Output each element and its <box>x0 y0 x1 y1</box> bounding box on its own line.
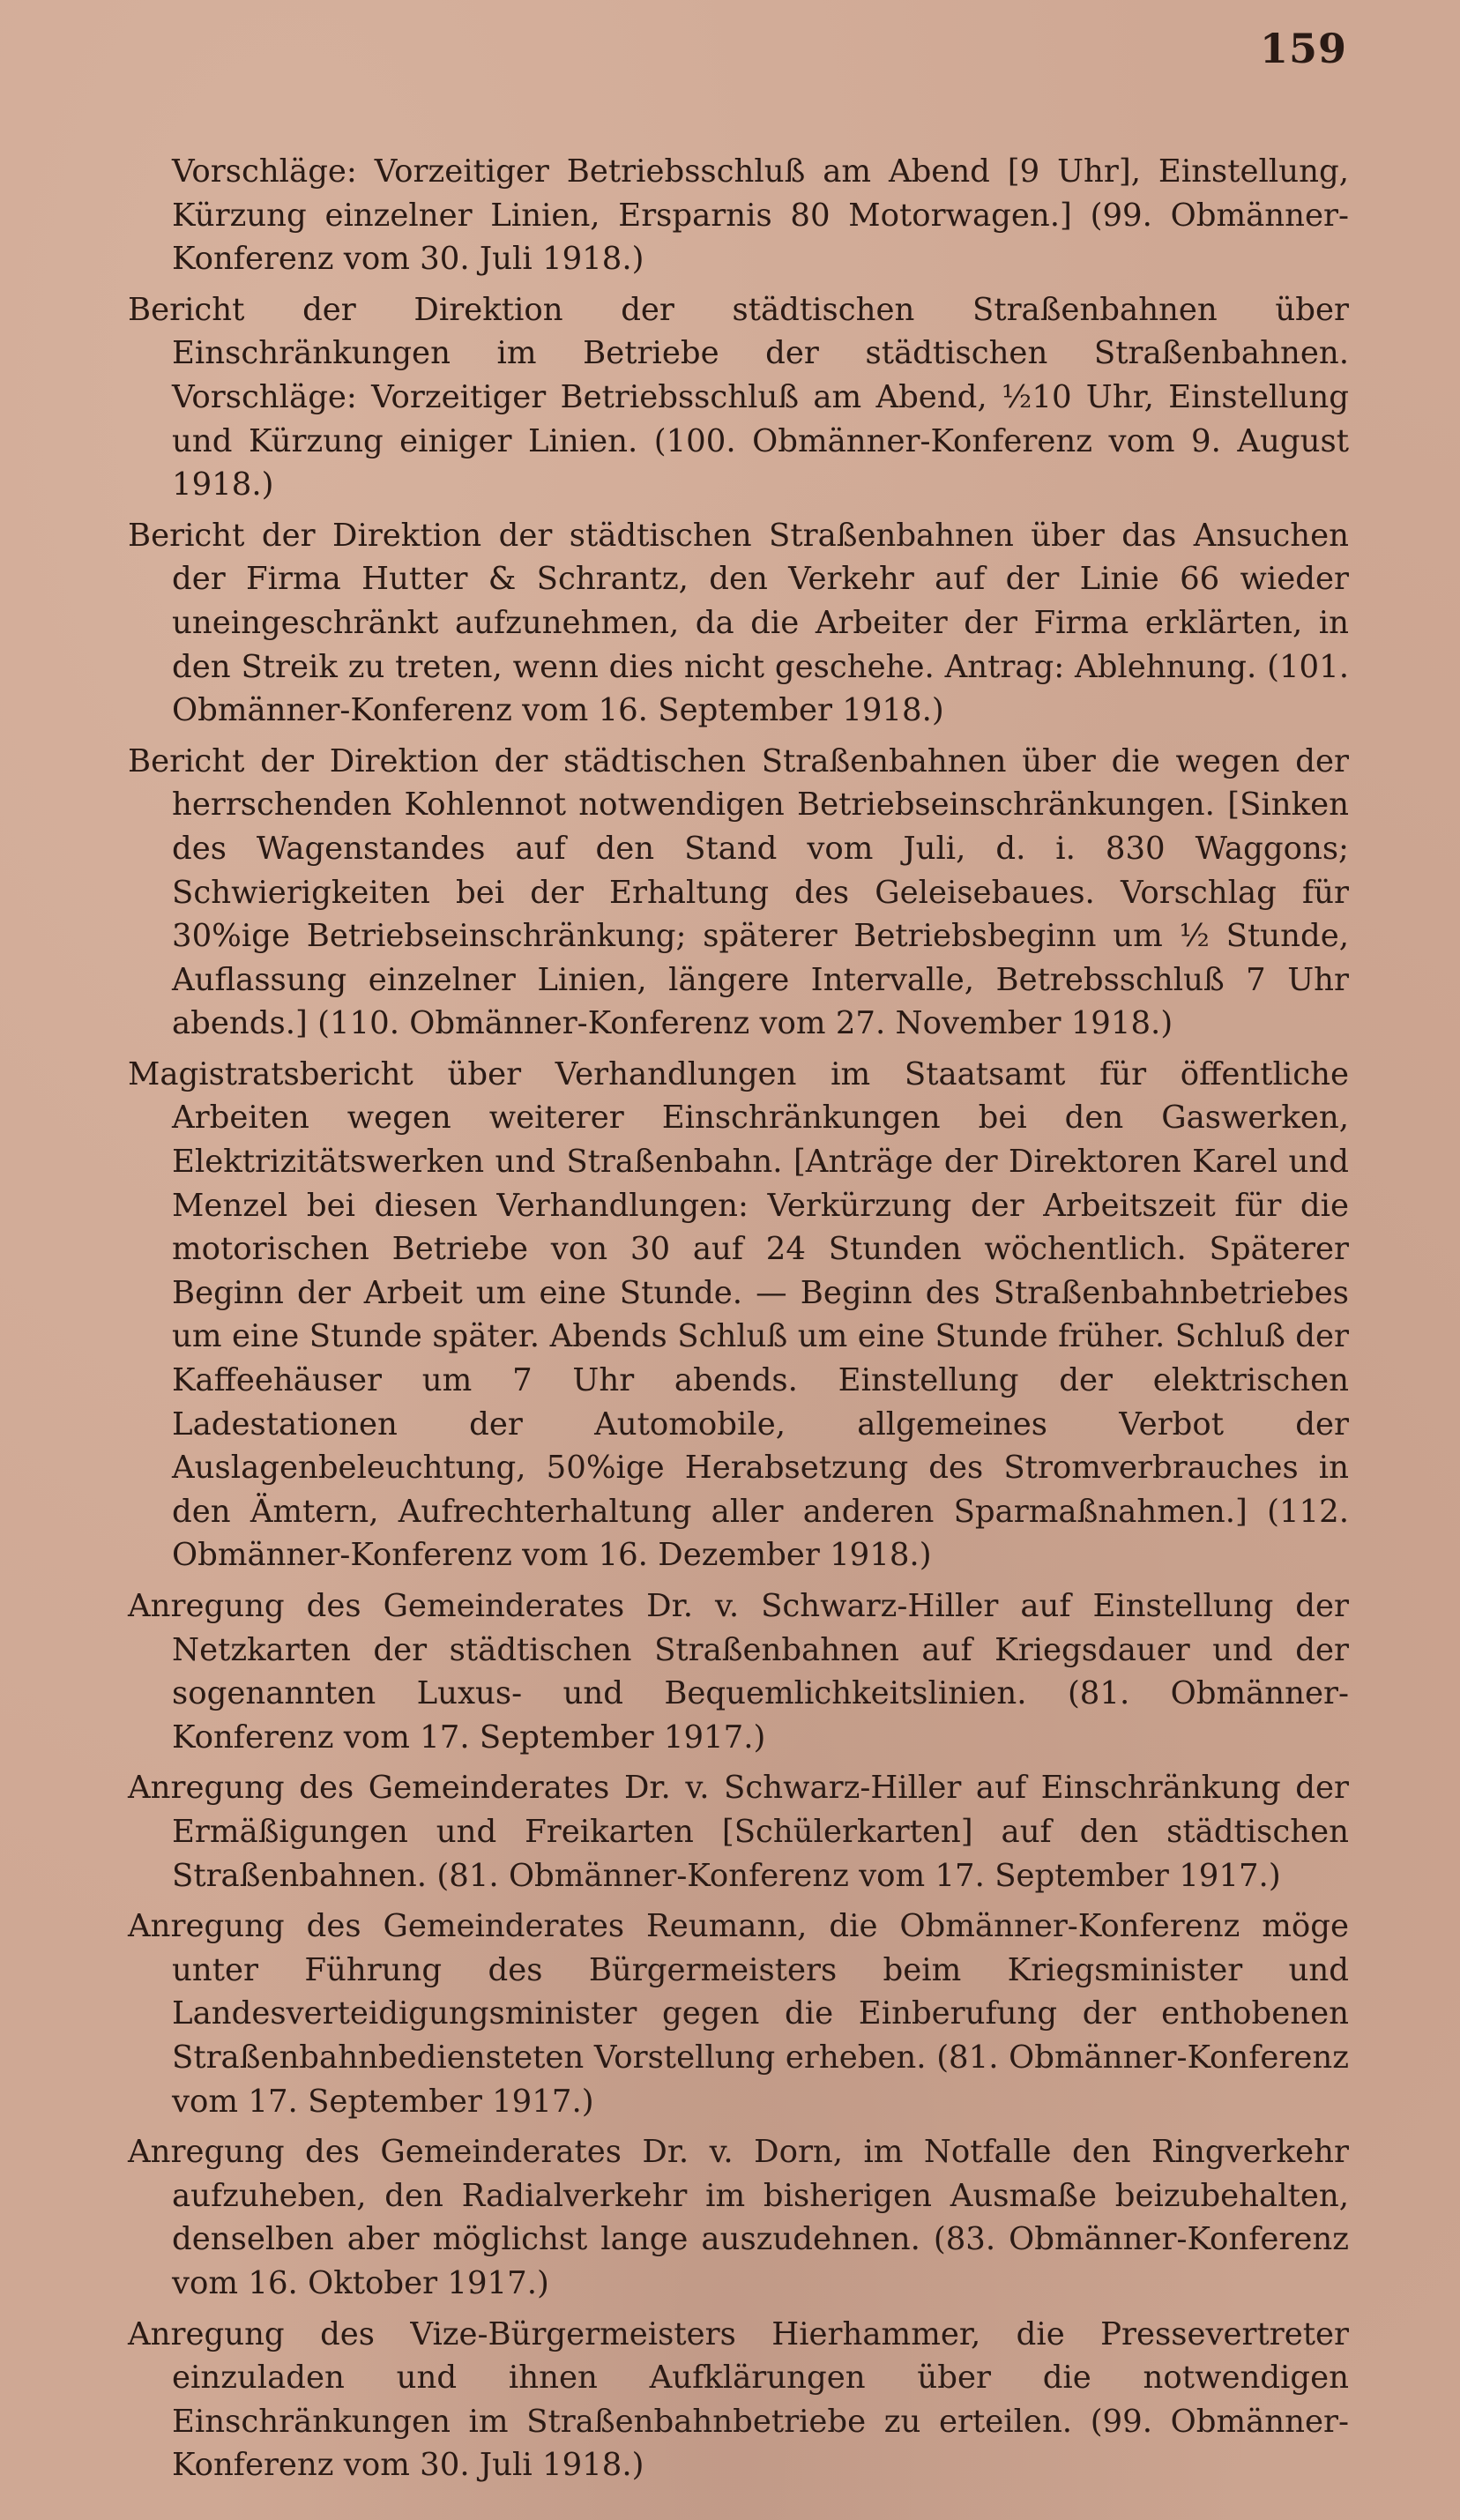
list-item: Bericht der Direktion der städtischen Straßenbahnen über die wegen der herrschenden Kohlennot notwendigen Betriebseinschränkungen. [Sinken des Wagenstandes auf den Stand vom Juli, d. i. 830 Waggons; Schwierigkeiten bei der Erhaltung des Geleisebaues. Vorschlag für 30%ige Betriebseinschränkung; späterer Betriebsbeginn um ½ Stunde, Auflassung einzelner Linien, längere Intervalle, Betrebsschluß 7 Uhr abends.] (110. Obmänner-Konferenz vom 27. November 1918.) <box>128 742 1349 1042</box>
list-item: Bericht der Direktion der städtischen Straßenbahnen über Einschränkungen im Betriebe der städtischen Straßenbahnen. Vorschläge: Vorzeitiger Betriebsschluß am Abend, ½10 Uhr, Einstellung und Kürzung einiger Linien. (100. Obmänner-Konferenz vom 9. August 1918.) <box>128 291 1349 503</box>
list-item: Anregung des Gemeinderates Dr. v. Schwarz-Hiller auf Einschränkung der Ermäßigungen und Freikarten [Schülerkarten] auf den städtischen Straßenbahnen. (81. Obmänner-Konferenz vom 17. September 1917.) <box>128 1770 1349 1894</box>
list-item: Vorschläge: Vorzeitiger Betriebsschluß am Abend [9 Uhr], Einstellung, Kürzung einzelner Linien, Ersparnis 80 Motorwagen.] (99. Obmänner-Konferenz vom 30. Juli 1918.) <box>172 153 1349 278</box>
entry-list <box>128 150 1349 2494</box>
list-item: Bericht der Direktion der städtischen Straßenbahnen über das Ansuchen der Firma Hutter & Schrantz, den Verkehr auf der Linie 66 wieder uneingeschränkt aufzunehmen, da die Arbeiter der Firma erklärten, in den Streik zu treten, wenn dies nicht geschehe. Antrag: Ablehnung. (101. Obmänner-Konferenz vom 16. September 1918.) <box>128 517 1349 729</box>
list-item: Anregung des Gemeinderates Reumann, die Obmänner-Konferenz möge unter Führung des Bürgermeisters beim Kriegsminister und Landesverteidigungsminister gegen die Einberufung der enthobenen Straßenbahnbediensteten Vorstellung erheben. (81. Obmänner-Konferenz vom 17. September 1917.) <box>128 1908 1349 2120</box>
list-item: Magistratsbericht über Verhandlungen im Staatsamt für öffentliche Arbeiten wegen weiterer Einschränkungen bei den Gaswerken, Elektrizitätswerken und Straßenbahn. [Anträge der Direktoren Karel und Menzel bei diesen Verhandlungen: Verkürzung der Arbeitszeit für die motorischen Betriebe von 30 auf 24 Stunden wöchentlich. Späterer Beginn der Arbeit um eine Stunde. — Beginn des Straßenbahnbetriebes um eine Stunde später. Abends Schluß um eine Stunde früher. Schluß der Kaffeehäuser um 7 Uhr abends. Einstellung der elektrischen Ladestationen der Automobile, allgemeines Verbot der Auslagenbeleuchtung, 50%ige Herabsetzung des Stromverbrauches in den Ämtern, Aufrechterhaltung aller anderen Sparmaßnahmen.] (112. Obmänner-Konferenz vom 16. Dezember 1918.) <box>128 1055 1349 1574</box>
list-item: Anregung des Vize-Bürgermeisters Hierhammer, die Pressevertreter einzuladen und ihnen Aufklärungen über die notwendigen Einschränkungen im Straßenbahnbetriebe zu erteilen. (99. Obmänner-Konferenz vom 30. Juli 1918.) <box>128 2315 1349 2484</box>
list-item: Anregung des Gemeinderates Dr. v. Dorn, im Notfalle den Ringverkehr aufzuheben, den Radialverkehr im bisherigen Ausmaße beizubehalten, denselben aber möglichst lange auszudehnen. (83. Obmänner-Konferenz vom 16. Oktober 1917.) <box>128 2134 1349 2301</box>
list-item: Anregung des Gemeinderates Dr. v. Schwarz-Hiller auf Einstellung der Netzkarten der städtischen Straßenbahnen auf Kriegsdauer und der sogenannten Luxus- und Bequemlichkeitslinien. (81. Obmänner-Konferenz vom 17. September 1917.) <box>128 1588 1349 1756</box>
page-number: 159 <box>1259 25 1347 72</box>
